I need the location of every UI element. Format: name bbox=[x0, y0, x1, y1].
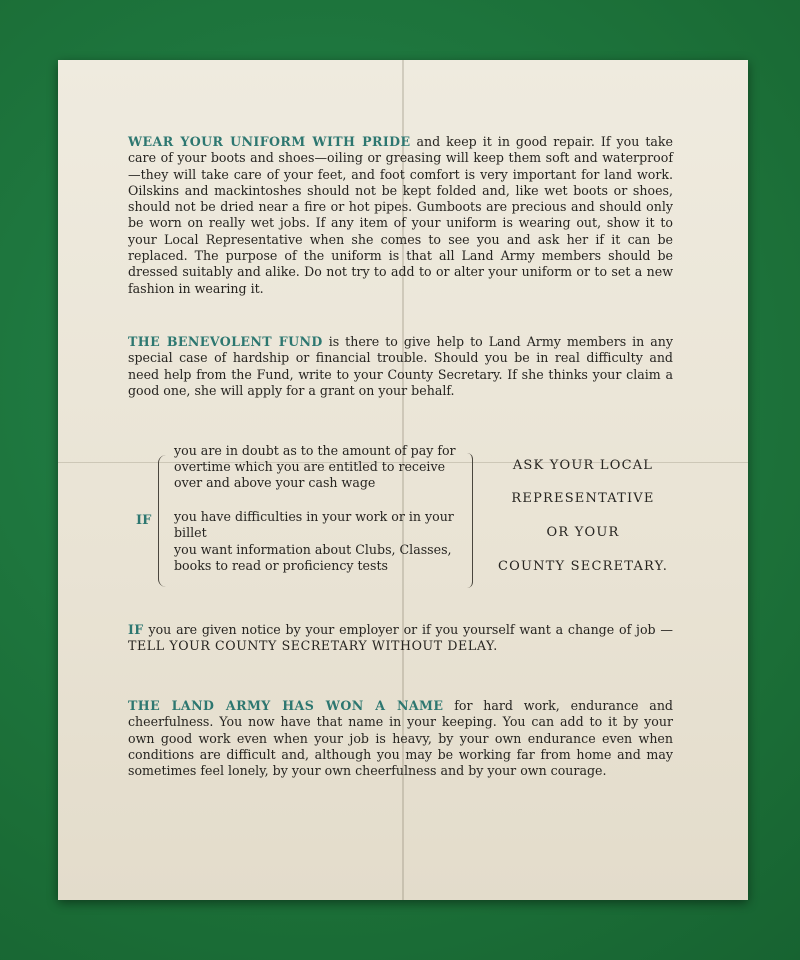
if-conditions-block bbox=[128, 443, 688, 603]
leaflet-page bbox=[58, 60, 748, 900]
notice-emphasis: TELL YOUR COUNTY SECRETARY WITHOUT DELAY. bbox=[128, 638, 498, 654]
benevolent-heading: THE BENEVOLENT FUND bbox=[128, 334, 323, 349]
benevolent-fund-section bbox=[128, 334, 673, 399]
condition-information: you want information about Clubs, Classes, books to read or proficiency tests bbox=[174, 542, 452, 573]
advice-line-3: OR YOUR bbox=[546, 525, 620, 540]
left-brace bbox=[158, 455, 167, 587]
uniform-heading: WEAR YOUR UNIFORM WITH PRIDE bbox=[128, 134, 411, 149]
name-body: for hard work, endurance and cheerfulness. You now have that name in your keeping. You can add to it by your own good work even when your job is heavy, by your own endurance even when conditions are difficult and, although you may be working far from home and may sometimes feel lonely, by your own cheerfulness and by your own courage. bbox=[128, 698, 673, 779]
uniform-body: and keep it in good repair. If you take care of your boots and shoes—oiling or greasing will keep them soft and waterproof—they will take care of your feet, and foot comfort is very important for land work. Oilskins and mackintoshes should not be kept folded and, like wet boots or shoes, should not be dried near a fire or hot pipes. Gumboots are precious and should only be worn on really wet jobs. If any item of your uniform is wearing out, show it to your Local Representative when she comes to see you and ask her if it can be replaced. The purpose of the uniform is that all Land Army members should be dressed suitably and alike. Do not try to add to or alter your uniform or to set a new fashion in wearing it. bbox=[128, 134, 673, 296]
condition-work-difficulties: you have difficulties in your work or in your billet bbox=[174, 509, 454, 540]
advice-line-1: ASK YOUR LOCAL bbox=[512, 458, 654, 473]
uniform-section bbox=[128, 134, 673, 297]
if-label: IF bbox=[136, 513, 152, 528]
benevolent-body: is there to give help to Land Army members in any special case of hardship or financial trouble. Should you be in real difficulty and need help from the Fund, write to your County Secretary. If she thinks your claim a good one, she will apply for a grant on your behalf. bbox=[128, 334, 673, 398]
notice-section bbox=[128, 622, 673, 655]
advice-line-2: REPRESENTATIVE bbox=[511, 491, 655, 506]
advice-line-4: COUNTY SECRETARY. bbox=[497, 559, 669, 574]
land-army-name-section bbox=[128, 698, 673, 779]
notice-body: you are given notice by your employer or if you yourself want a change of job — bbox=[148, 622, 673, 637]
name-heading: THE LAND ARMY HAS WON A NAME bbox=[128, 698, 444, 713]
right-brace bbox=[466, 453, 473, 588]
condition-overtime-pay: you are in doubt as to the amount of pay for overtime which you are entitled to receive over and above your cash wage bbox=[174, 443, 456, 490]
notice-heading: IF bbox=[128, 622, 144, 637]
